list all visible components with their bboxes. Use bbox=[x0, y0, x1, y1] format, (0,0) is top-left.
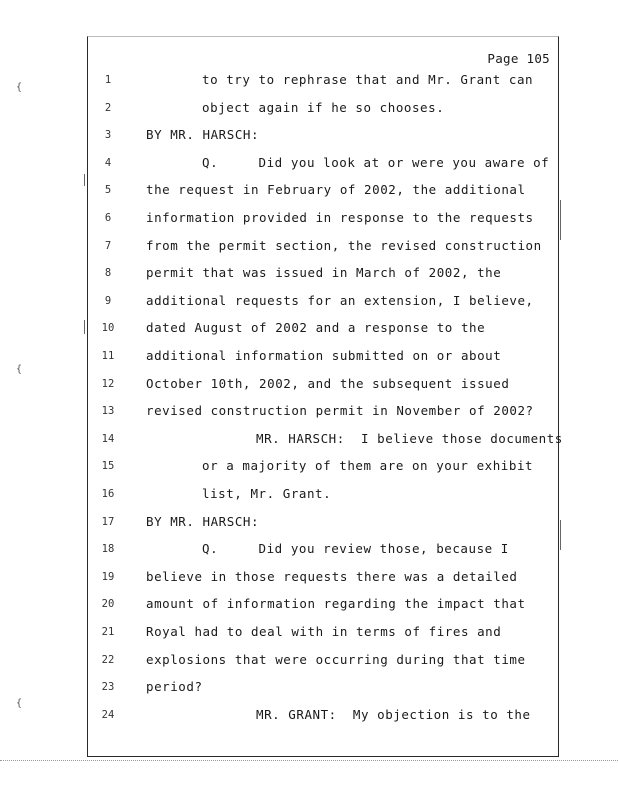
line-number: 14 bbox=[101, 432, 115, 445]
line-text: the request in February of 2002, the additional bbox=[146, 182, 526, 198]
scan-brace-mark: { bbox=[16, 82, 23, 93]
line-text: dated August of 2002 and a response to the bbox=[146, 320, 486, 336]
transcript-line bbox=[88, 650, 558, 670]
line-text: additional requests for an extension, I believe, bbox=[146, 292, 534, 308]
transcript-line bbox=[88, 705, 558, 725]
line-text: object again if he so chooses. bbox=[202, 99, 445, 115]
line-number: 7 bbox=[104, 239, 112, 252]
line-text: Royal had to deal with in terms of fires and bbox=[146, 624, 502, 639]
line-text: permit that was issued in March of 2002, the bbox=[146, 265, 502, 281]
line-text: additional information submitted on or about bbox=[146, 348, 502, 363]
line-text: revised construction permit in November of 2002? bbox=[146, 403, 534, 419]
line-text: information provided in response to the requests bbox=[146, 210, 534, 225]
transcript-line bbox=[88, 70, 558, 90]
line-text: BY MR. HARSCH: bbox=[146, 513, 260, 529]
margin-tick bbox=[84, 174, 85, 186]
transcript-line bbox=[88, 539, 558, 559]
transcript-page bbox=[87, 36, 563, 757]
line-number: 1 bbox=[104, 74, 112, 86]
line-number: 17 bbox=[101, 515, 115, 528]
line-number: 22 bbox=[101, 653, 115, 666]
transcript-line bbox=[88, 622, 558, 642]
line-number: 8 bbox=[104, 267, 112, 280]
line-text: believe in those requests there was a detailed bbox=[146, 568, 518, 584]
line-number: 18 bbox=[101, 543, 115, 556]
scan-footer-noise bbox=[0, 760, 618, 764]
transcript-line bbox=[88, 677, 558, 697]
line-number: 2 bbox=[104, 101, 112, 114]
transcript-line bbox=[88, 567, 558, 587]
transcript-line bbox=[88, 374, 558, 394]
transcript-line bbox=[88, 236, 558, 256]
line-text: list, Mr. Grant. bbox=[202, 486, 332, 501]
scan-brace-mark: { bbox=[16, 364, 23, 375]
transcript-line bbox=[88, 263, 558, 283]
line-number: 5 bbox=[104, 184, 112, 197]
transcript-line bbox=[88, 291, 558, 311]
line-number: 10 bbox=[101, 322, 115, 335]
line-number: 11 bbox=[101, 350, 115, 362]
line-text: amount of information regarding the impact that bbox=[146, 596, 526, 612]
transcript-line bbox=[88, 125, 558, 145]
line-text: to try to rephrase that and Mr. Grant can bbox=[202, 72, 534, 87]
transcript-line bbox=[88, 180, 558, 200]
page-number-label: Page 105 bbox=[487, 51, 550, 66]
line-text: BY MR. HARSCH: bbox=[146, 127, 260, 143]
margin-tick bbox=[84, 320, 85, 334]
margin-tick bbox=[560, 520, 561, 550]
line-number: 4 bbox=[104, 156, 112, 169]
transcript-line bbox=[88, 98, 558, 118]
line-number: 21 bbox=[101, 626, 115, 638]
line-number: 12 bbox=[101, 377, 115, 390]
transcript-line bbox=[88, 318, 558, 338]
line-number: 13 bbox=[101, 405, 115, 418]
transcript-line bbox=[88, 401, 558, 421]
line-number: 20 bbox=[101, 598, 115, 611]
line-text: or a majority of them are on your exhibit bbox=[202, 458, 534, 474]
line-text: MR. GRANT: My objection is to the bbox=[256, 706, 531, 722]
line-number: 24 bbox=[101, 708, 115, 721]
transcript-line bbox=[88, 153, 558, 173]
line-text: from the permit section, the revised construction bbox=[146, 237, 542, 253]
line-number: 19 bbox=[101, 570, 115, 583]
line-text: Q. Did you look at or were you aware of bbox=[202, 154, 550, 170]
line-text: Q. Did you review those, because I bbox=[202, 541, 509, 557]
transcript-line bbox=[88, 484, 558, 504]
line-number: 23 bbox=[101, 681, 115, 694]
line-text: explosions that were occurring during that time bbox=[146, 651, 526, 667]
transcript-line bbox=[88, 594, 558, 614]
transcript-line bbox=[88, 208, 558, 228]
line-text: MR. HARSCH: I believe those documents bbox=[256, 430, 563, 446]
line-number: 16 bbox=[101, 488, 115, 500]
line-number: 15 bbox=[101, 460, 115, 473]
margin-tick bbox=[560, 200, 561, 240]
transcript-line bbox=[88, 346, 558, 366]
line-number: 3 bbox=[104, 129, 112, 142]
line-text: period? bbox=[146, 679, 203, 695]
transcript-line bbox=[88, 429, 563, 449]
line-number: 9 bbox=[104, 294, 112, 307]
line-number: 6 bbox=[104, 212, 112, 224]
scan-brace-mark: { bbox=[16, 698, 23, 709]
transcript-line bbox=[88, 512, 558, 532]
line-text: October 10th, 2002, and the subsequent issued bbox=[146, 375, 510, 391]
transcript-line bbox=[88, 456, 558, 476]
